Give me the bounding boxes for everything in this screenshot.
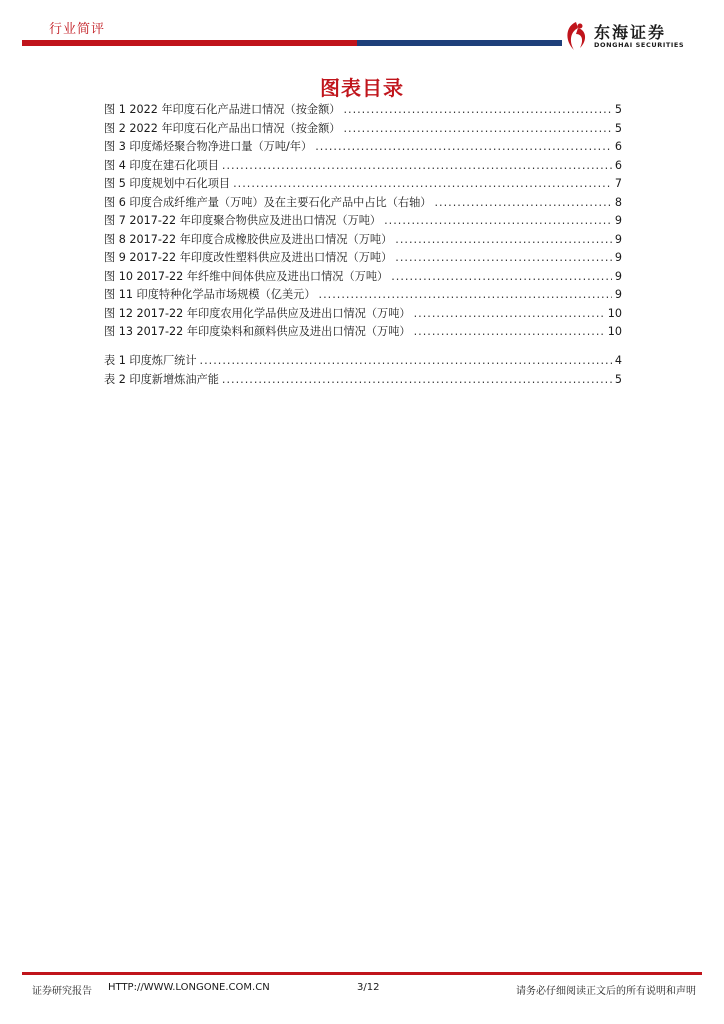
- report-type-label: 行业简评: [49, 22, 106, 37]
- toc-figure-entry[interactable]: [104, 157, 622, 176]
- toc-entry-label: 图 7 2017-22 年印度聚合物供应及进出口情况（万吨）: [104, 214, 382, 227]
- toc-entry-page: 9: [614, 214, 622, 227]
- toc-figure-entry[interactable]: [104, 268, 622, 287]
- company-logo: [560, 20, 705, 56]
- toc-entry-page: 10: [607, 306, 622, 320]
- toc-leader-dots: [395, 231, 612, 250]
- toc-leader-dots: [384, 212, 612, 231]
- toc-entry-label: 图 9 2017-22 年印度改性塑料供应及进出口情况（万吨）: [104, 251, 393, 264]
- toc-leader-dots: [222, 157, 612, 176]
- toc-leader-dots: [343, 120, 611, 139]
- toc-entry-page: 5: [614, 103, 622, 116]
- toc-entry-page: 5: [614, 121, 622, 135]
- footer-url-link[interactable]: HTTP://WWW.LONGONE.COM.CN: [108, 982, 270, 993]
- toc-leader-dots: [343, 101, 611, 120]
- toc-leader-dots: [391, 268, 612, 287]
- toc-entry-page: 5: [614, 372, 622, 386]
- toc-leader-dots: [319, 286, 612, 305]
- logo-name-en: DONGHAI SECURITIES: [594, 41, 685, 49]
- toc-entry-page: 6: [614, 140, 622, 153]
- toc-table-entry[interactable]: [104, 352, 622, 371]
- toc-entry-label: 图 3 印度烯烃聚合物净进口量（万吨/年）: [104, 140, 313, 153]
- toc-figure-entry[interactable]: [104, 212, 622, 231]
- toc-entry-label: 表 1 印度炼厂统计: [104, 354, 197, 367]
- toc-leader-dots: [200, 352, 612, 371]
- toc-entry-page: 4: [614, 354, 622, 367]
- table-list: [104, 352, 622, 389]
- toc-table-entry[interactable]: [104, 371, 622, 390]
- toc-entry-label: 图 4 印度在建石化项目: [104, 158, 219, 172]
- toc-entry-page: 9: [614, 288, 622, 301]
- toc-figure-entry[interactable]: [104, 101, 622, 120]
- header-bar: [22, 40, 562, 46]
- toc-leader-dots: [395, 249, 612, 268]
- footer-page-number: 3/12: [357, 982, 380, 993]
- toc-figure-entry[interactable]: [104, 231, 622, 250]
- toc-leader-dots: [414, 305, 605, 324]
- toc-entry-page: 10: [607, 325, 622, 338]
- toc-title: 图表目录: [320, 76, 404, 100]
- toc-figure-entry[interactable]: [104, 323, 622, 342]
- toc-leader-dots: [434, 194, 611, 213]
- footer-disclaimer: 请务必仔细阅读正文后的所有说明和声明: [516, 986, 696, 997]
- dragon-logo-icon: [560, 20, 592, 54]
- toc-leader-dots: [222, 371, 612, 390]
- toc-entry-label: 图 12 2017-22 年印度农用化学品供应及进出口情况（万吨）: [104, 306, 411, 320]
- toc-entry-label: 图 10 2017-22 年纤维中间体供应及进出口情况（万吨）: [104, 269, 389, 283]
- footer-report-label: 证券研究报告: [32, 986, 92, 997]
- logo-name-cn: 东海证券: [594, 23, 667, 42]
- toc-entry-label: 表 2 印度新增炼油产能: [104, 372, 219, 386]
- toc-entry-page: 8: [614, 195, 622, 209]
- toc-entry-page: 6: [614, 158, 622, 172]
- toc-leader-dots: [315, 138, 612, 157]
- toc-figure-entry[interactable]: [104, 138, 622, 157]
- toc-entry-page: 7: [614, 177, 622, 190]
- toc-entry-page: 9: [614, 269, 622, 283]
- toc-entry-page: 9: [614, 232, 622, 246]
- toc-figure-entry[interactable]: [104, 120, 622, 139]
- toc-entry-label: 图 5 印度规划中石化项目: [104, 177, 231, 190]
- footer-divider: [22, 972, 702, 975]
- toc-figure-entry[interactable]: [104, 249, 622, 268]
- figure-list: [104, 101, 622, 342]
- toc-entry-label: 图 2 2022 年印度石化产品出口情况（按金额）: [104, 121, 341, 135]
- toc-entry-label: 图 13 2017-22 年印度染料和颜料供应及进出口情况（万吨）: [104, 325, 411, 338]
- toc-figure-entry[interactable]: [104, 286, 622, 305]
- toc-figure-entry[interactable]: [104, 305, 622, 324]
- toc-leader-dots: [414, 323, 605, 342]
- toc-entry-label: 图 11 印度特种化学品市场规模（亿美元）: [104, 288, 316, 301]
- toc-figure-entry[interactable]: [104, 175, 622, 194]
- toc-figure-entry[interactable]: [104, 194, 622, 213]
- toc-leader-dots: [233, 175, 612, 194]
- toc-entry-label: 图 8 2017-22 年印度合成橡胶供应及进出口情况（万吨）: [104, 232, 393, 246]
- toc-entry-label: 图 1 2022 年印度石化产品进口情况（按金额）: [104, 103, 341, 116]
- toc-entry-label: 图 6 印度合成纤维产量（万吨）及在主要石化产品中占比（右轴）: [104, 195, 432, 209]
- toc-entry-page: 9: [614, 251, 622, 264]
